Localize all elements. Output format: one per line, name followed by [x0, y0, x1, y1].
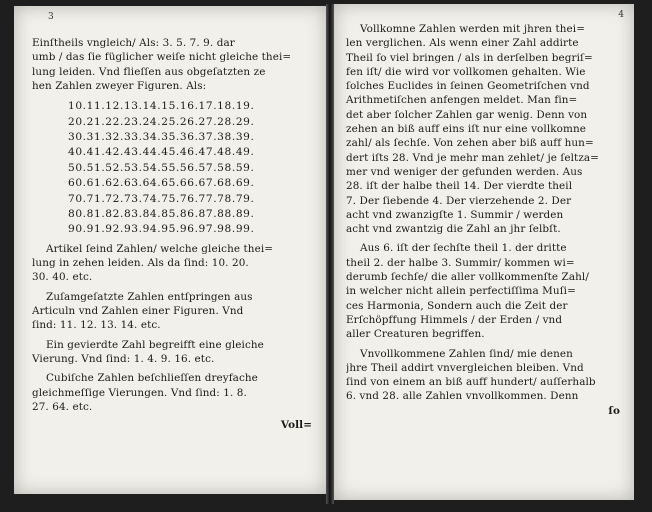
catchword: Voll=: [280, 419, 312, 432]
text-line: mer vnd weniger der gefunden werden. Aus: [346, 165, 583, 178]
text-line: gleichmeſſige Vierungen. Vnd ſind: 1. 8.: [32, 386, 247, 399]
text-line: Erſchöpffung Himmels / der Erden / vnd: [346, 313, 563, 326]
text-line: Artikel ſeind Zahlen/ welche gleiche thei=: [46, 242, 274, 255]
right-page-text: [346, 22, 626, 418]
left-page: [14, 6, 326, 494]
gevierdt-paragraph: [32, 338, 318, 367]
text-line: Arithmetiſchen anfengen meldet. Man fin=: [346, 94, 578, 107]
zusammen-paragraph: [32, 290, 318, 333]
unvoll-paragraph: [346, 347, 626, 404]
cubische-paragraph: [32, 371, 318, 414]
book-gutter: [326, 4, 334, 504]
text-line: zehen an biß auff eins iſt nur eine vollkomne: [346, 123, 586, 136]
right-page: [334, 4, 634, 500]
text-line: dert iſts 28. Vnd je mehr man zehlet/ je ſeltza=: [346, 151, 599, 164]
text-line: Vollkomne Zahlen werden mit jhren thei=: [360, 23, 586, 35]
text-line: Einſtheils vngleich/ Als: 3. 5. 7. 9. dar: [32, 37, 235, 49]
text-line: lung leiden. Vnd flieſſen aus obgeſatzten ze: [32, 65, 266, 78]
text-line: Ein gevierdte Zahl begreifft eine gleiche: [46, 338, 264, 351]
number-row: 20.21.22.23.24.25.26.27.28.29.: [68, 115, 255, 128]
number-row: 30.31.32.33.34.35.36.37.38.39.: [68, 131, 255, 143]
right-page-number: 4: [618, 10, 624, 20]
text-line: Vnvollkommene Zahlen ſind/ mie denen: [360, 347, 573, 360]
text-line: Zuſamgeſatzte Zahlen entſpringen aus: [46, 290, 253, 303]
number-row: 90.91.92.93.94.95.96.97.98.99.: [68, 223, 255, 236]
text-line: 27. 64. etc.: [32, 400, 93, 413]
text-line: ſolches Euclides in ſeinen Geometriſchen vnd: [346, 80, 590, 93]
number-row: 40.41.42.43.44.45.46.47.48.49.: [68, 146, 255, 159]
number-row: 10.11.12.13.14.15.16.17.18.19.: [68, 100, 255, 113]
catchword: ſo: [608, 404, 620, 417]
number-table: [68, 99, 318, 238]
text-line: Aus 6. iſt der ſechſte theil 1. der dritte: [360, 242, 567, 255]
text-line: 6. vnd 28. alle Zahlen vnvollkommen. Denn: [346, 390, 579, 403]
text-line: ſind: 11. 12. 13. 14. etc.: [32, 319, 161, 332]
number-row: 60.61.62.63.64.65.66.67.68.69.: [68, 177, 255, 190]
text-line: aller Creaturen begriffen.: [346, 328, 485, 341]
text-line: 28. iſt der halbe theil 14. Der vierdte theil: [346, 180, 573, 193]
text-line: acht vnd zwanzigſte 1. Summir / werden: [346, 208, 564, 221]
left-page-number: 3: [48, 12, 54, 22]
aus6-paragraph: [346, 241, 626, 341]
number-row: 80.81.82.83.84.85.86.87.88.89.: [68, 208, 255, 221]
text-line: ces Harmonia, Sondern auch die Zeit der: [346, 299, 568, 312]
text-line: in welcher nicht allein perfectiſſima Muſi=: [346, 285, 576, 298]
text-line: 7. Der ſiebende 4. Der vierzehende 2. Der: [346, 194, 572, 207]
text-line: Theil ſo viel bringen / als in derſelben begriſ=: [346, 51, 593, 64]
text-line: Vierung. Vnd ſind: 1. 4. 9. 16. etc.: [32, 352, 215, 365]
articul-paragraph: [32, 242, 318, 285]
text-line: ſind von einem an biß auff hundert/ auſſerhalb: [346, 376, 596, 389]
text-line: 30. 40. etc.: [32, 271, 93, 284]
text-line: umb / das ſie füglicher weiſe nicht gleiche thei=: [32, 51, 292, 64]
text-line: theil 2. der halbe 3. Summir/ kommen wi=: [346, 256, 575, 269]
text-line: zahl/ als ſechſe. Von zehen aber biß auff hun=: [346, 137, 594, 150]
text-line: det aber ſolcher Zahlen gar wenig. Denn von: [346, 108, 588, 121]
number-row: 70.71.72.73.74.75.76.77.78.79.: [68, 192, 255, 205]
text-line: acht vnd zwantzig die Zahl an jhr ſelbſt.: [346, 223, 561, 236]
text-line: len verglichen. Als wenn einer Zahl addirte: [346, 37, 579, 50]
number-row: 50.51.52.53.54.55.56.57.58.59.: [68, 161, 255, 174]
text-line: jhre Theil addirt vnvergleichen bleiben. Vnd: [346, 361, 584, 374]
left-page-text: [32, 36, 318, 432]
text-line: derumb ſechſe/ die aller vollkommenſte Zahl/: [346, 271, 589, 284]
vollkomne-paragraph: [346, 22, 626, 236]
text-line: Cubiſche Zahlen beſchlieſſen dreyfache: [46, 372, 258, 385]
text-line: hen Zahlen zweyer Figuren. Als:: [32, 79, 207, 92]
text-line: Articuln vnd Zahlen einer Figuren. Vnd: [32, 305, 244, 318]
text-line: fen iſt/ die wird vor vollkomen gehalten. Wie: [346, 65, 586, 78]
text-line: lung in zehen leiden. Als da ſind: 10. 20.: [32, 257, 249, 270]
intro-paragraph: [32, 36, 318, 93]
